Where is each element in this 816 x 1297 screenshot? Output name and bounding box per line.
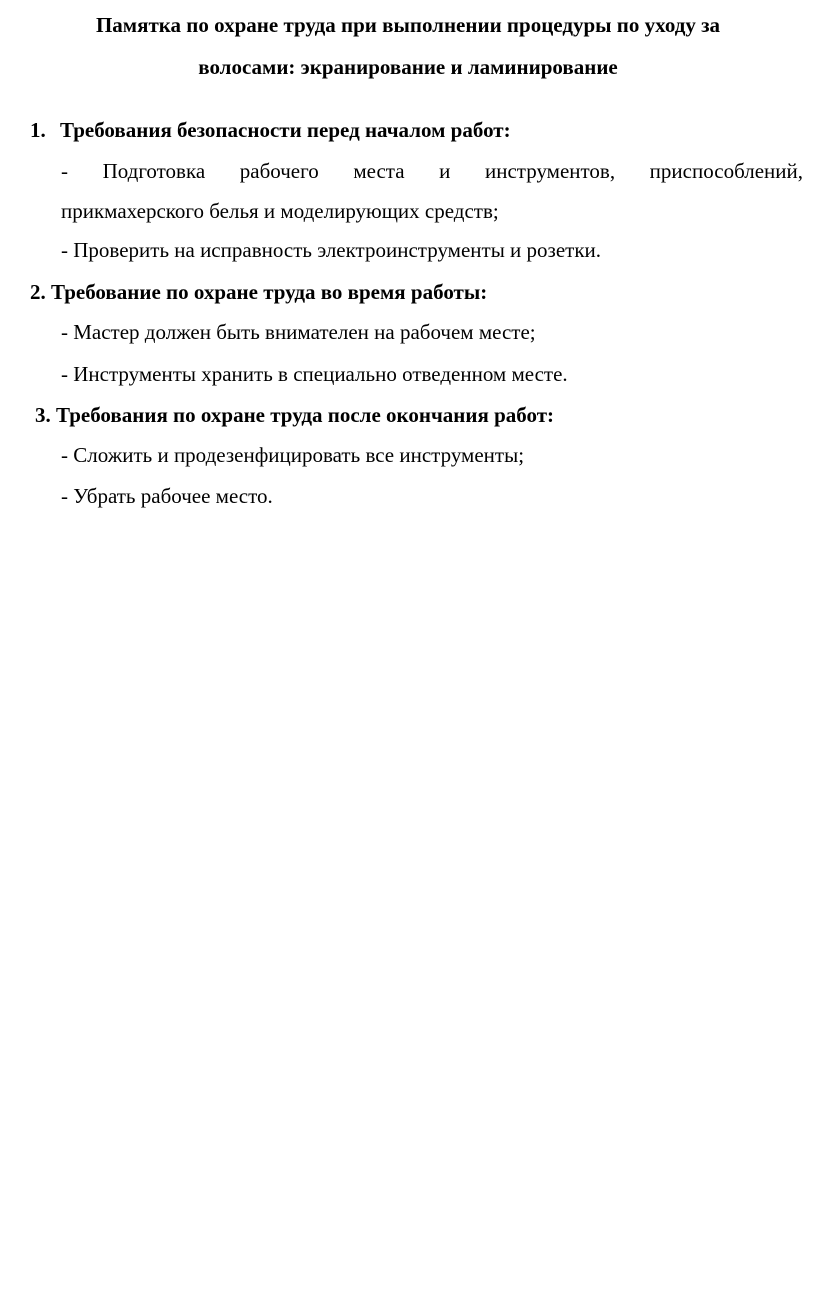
section-1-heading-text: Требования безопасности перед началом работ:	[60, 118, 511, 142]
section-2-item-1: - Мастер должен быть внимателен на рабочем месте;	[61, 320, 536, 344]
section-1-item-2: - Проверить на исправность электроинструменты и розетки.	[61, 238, 602, 262]
document-title-line-2: волосами: экранирование и ламинирование	[198, 55, 618, 79]
section-1-item-1-line-2: прикмахерского белья и моделирующих средств;	[61, 199, 499, 223]
section-1-number: 1.	[30, 118, 46, 142]
section-3-heading	[35, 401, 554, 429]
section-2-number: 2.	[30, 280, 46, 304]
section-2-item-2: - Инструменты хранить в специально отведенном месте.	[61, 362, 568, 386]
section-3-number: 3.	[35, 403, 51, 427]
section-1-item-1-line-1: - Подготовка рабочего места и инструментов, приспособлений,	[61, 159, 803, 183]
section-2-heading	[30, 278, 487, 306]
section-3-item-1: - Сложить и продезенфицировать все инструменты;	[61, 443, 525, 467]
document-title-line-1: Памятка по охране труда при выполнении процедуры по уходу за	[95, 13, 721, 37]
section-3-heading-text: Требования по охране труда после окончания работ:	[56, 403, 555, 427]
section-2-heading-text: Требование по охране труда во время работы:	[51, 280, 488, 304]
section-1-heading	[30, 116, 511, 144]
section-3-item-2: - Убрать рабочее место.	[61, 484, 273, 508]
